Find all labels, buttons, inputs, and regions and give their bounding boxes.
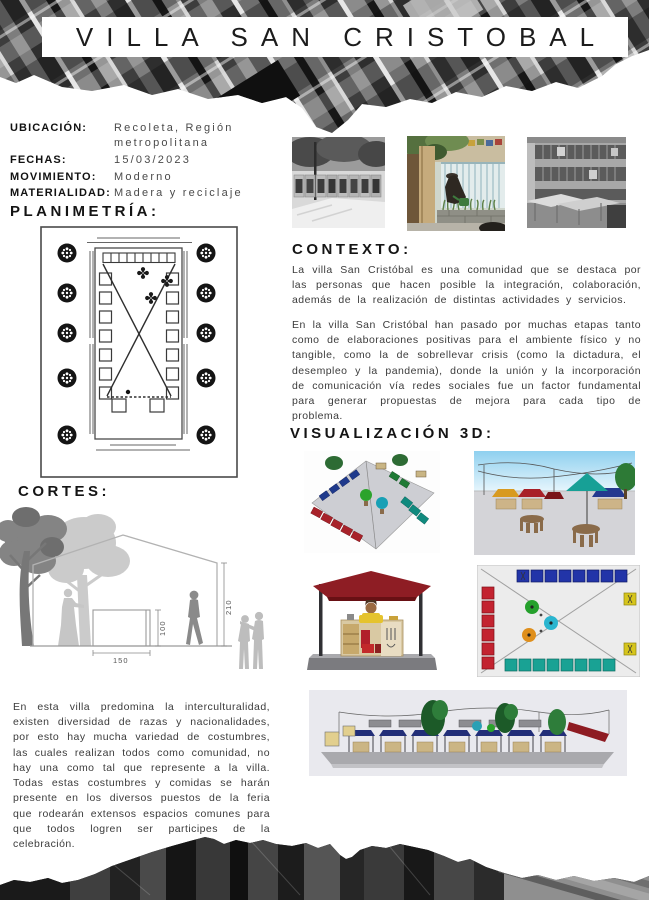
plan-trees bbox=[58, 244, 216, 445]
figure-man-walking bbox=[186, 591, 203, 645]
patio-fence-color-photo bbox=[407, 136, 505, 231]
dim-stall-height: 100 bbox=[158, 620, 167, 636]
info-row-materialidad bbox=[10, 186, 288, 201]
figure-pair bbox=[238, 612, 264, 669]
contexto-heading: CONTEXTO: bbox=[292, 241, 412, 258]
visualizacion-heading: VISUALIZACIÓN 3D: bbox=[290, 425, 495, 442]
footer-torn-photo bbox=[0, 835, 649, 900]
info-row-movimiento bbox=[10, 170, 288, 185]
poster-title-band bbox=[42, 17, 628, 57]
contexto-paragraph-1: La villa San Cristóbal es una comunidad que se destaca por las personas que hacen posible la integración, colaboración, además de la realización de distintas actividades y servicios. bbox=[292, 264, 641, 307]
dim-stall-width: 150 bbox=[113, 656, 129, 665]
info-label: UBICACIÓN: bbox=[10, 122, 87, 134]
info-row-ubicacion bbox=[10, 121, 288, 151]
info-label: MATERIALIDAD: bbox=[10, 187, 111, 200]
poster-title: VILLA SAN CRISTOBAL bbox=[75, 21, 608, 52]
cortes-section-drawing bbox=[0, 503, 292, 693]
render-plaza-eye-level bbox=[474, 451, 635, 555]
render-aerial-plaza bbox=[304, 451, 440, 553]
planimetria-plan-drawing bbox=[40, 226, 238, 478]
conclusion-paragraph: En esta villa predomina la interculturalidad, existen diversidad de razas y nacionalidades, por esto hay mucha variedad de costumbres, las cuales realizan todos como comunidad, no hay una como tal que represente a la villa. Todas estas costumbres y comidas se harán presente en los diversos puestos de la feria que rodearán extensos espacios comunes para que todos logren ser participes de la celebración. bbox=[13, 701, 270, 850]
render-feria-elevation bbox=[309, 690, 627, 776]
contexto-paragraph-2: En la villa San Cristóbal han pasado por muchas etapas tanto como de elaboraciones positivas para el ambiente físico y no tangible, como la de sobrellevar crisis (como la dictadura, el desempleo y la pandemia), donde la unión y la incorporación de comunicación vía redes sociales fue un factor fundamental para generar propuestas de mejora para cada tipo de problema. bbox=[292, 319, 641, 423]
render-plan-view-3d bbox=[477, 565, 640, 677]
info-row-fechas bbox=[10, 153, 288, 168]
project-info bbox=[10, 121, 288, 203]
info-value: Madera y reciclaje bbox=[114, 187, 243, 200]
info-label: MOVIMIENTO: bbox=[10, 170, 97, 183]
info-value: Moderno bbox=[114, 170, 173, 183]
render-stall-closeup bbox=[307, 564, 437, 678]
feria-street-bw-photo bbox=[292, 137, 385, 228]
info-label: FECHAS: bbox=[10, 153, 67, 166]
planimetria-heading: PLANIMETRÍA: bbox=[10, 203, 160, 220]
dim-total-height: 210 bbox=[224, 599, 233, 615]
building-stalls-bw-photo bbox=[527, 137, 626, 228]
cortes-heading: CORTES: bbox=[18, 483, 110, 500]
info-value: Recoleta, Región metropolitana bbox=[114, 122, 234, 149]
info-value: 15/03/2023 bbox=[114, 153, 192, 166]
